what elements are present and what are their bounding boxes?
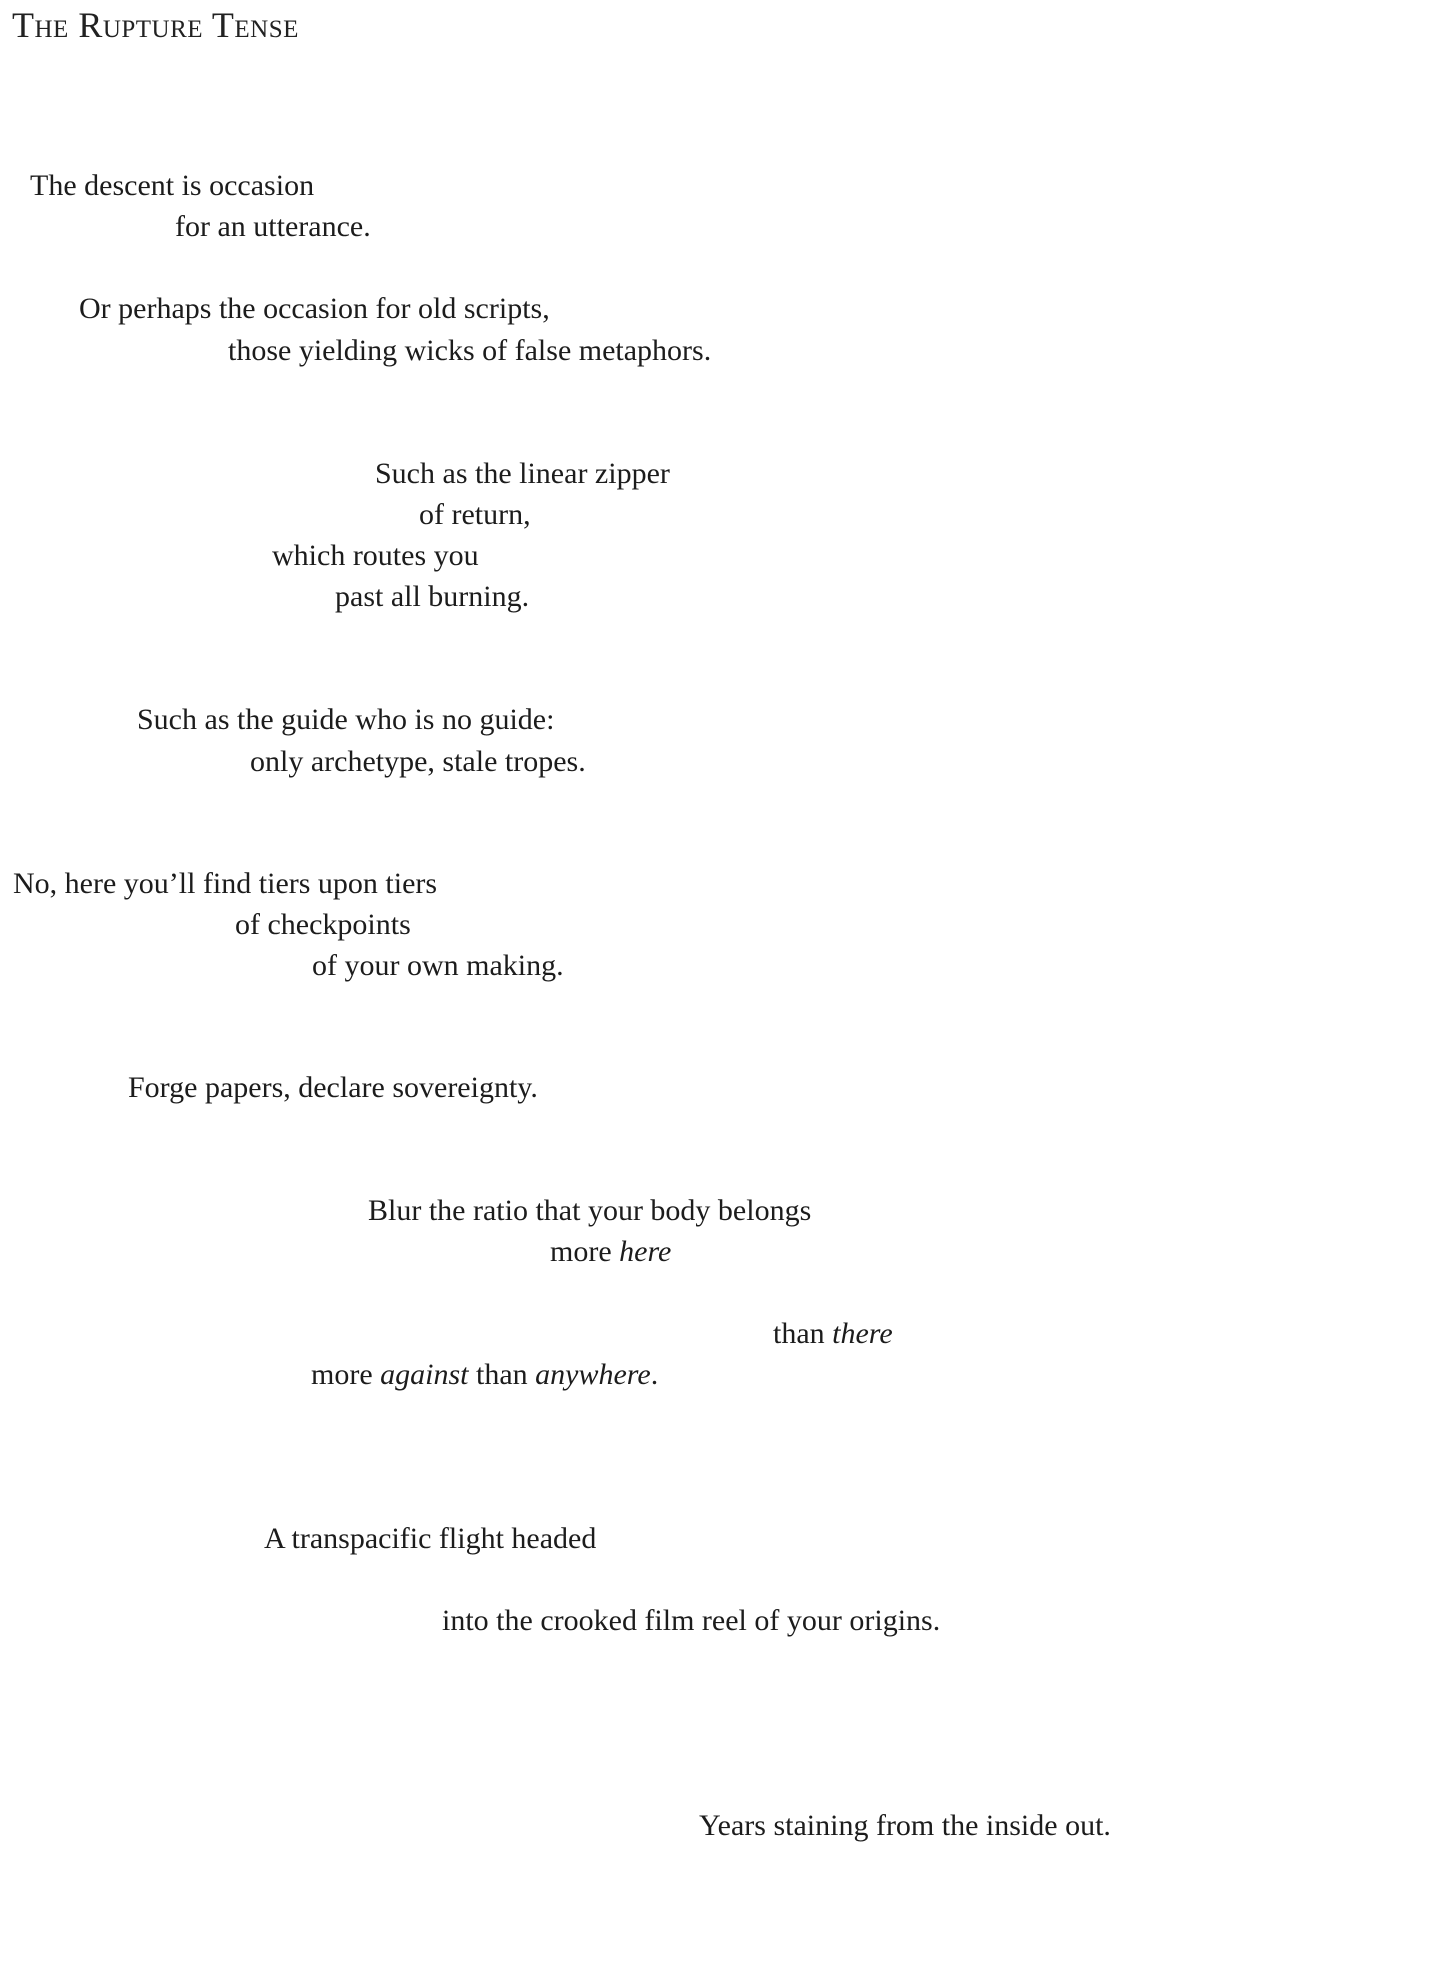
poem-title bbox=[12, 4, 299, 47]
poem-line-18-text-c: . bbox=[650, 1358, 659, 1391]
poem-line-16 bbox=[550, 1234, 671, 1270]
poem-line-18 bbox=[311, 1357, 658, 1393]
poem-line-6: of return, bbox=[419, 498, 531, 531]
poem-line-18-italic-b: anywhere bbox=[535, 1358, 651, 1391]
poem-line-14: Forge papers, declare sovereignty. bbox=[128, 1071, 538, 1104]
poem-line-11: No, here you’ll find tiers upon tiers bbox=[13, 867, 438, 900]
poem-line-19: A transpacific flight headed bbox=[264, 1522, 597, 1555]
poem-line-13: of your own making. bbox=[312, 949, 564, 982]
poem-line-16-italic: here bbox=[619, 1235, 672, 1268]
poem-line-18-text-b: than bbox=[468, 1358, 536, 1391]
poem-line-10: only archetype, stale tropes. bbox=[250, 745, 586, 778]
poem-line-9: Such as the guide who is no guide: bbox=[137, 703, 555, 736]
poem-line-17 bbox=[773, 1316, 893, 1352]
poem-line-4: those yielding wicks of false metaphors. bbox=[228, 334, 712, 367]
poem-line-16-text: more bbox=[550, 1235, 620, 1268]
poem-line-20: into the crooked film reel of your origins. bbox=[442, 1604, 941, 1637]
poem-line-8: past all burning. bbox=[335, 580, 530, 613]
poem-line-12: of checkpoints bbox=[235, 908, 411, 941]
poem-title-text: The Rupture Tense bbox=[12, 5, 299, 45]
poem-line-21: Years staining from the inside out. bbox=[699, 1809, 1111, 1842]
poem-line-18-text-a: more bbox=[311, 1358, 381, 1391]
poem-line-3: Or perhaps the occasion for old scripts, bbox=[79, 292, 550, 325]
poem-line-2: for an utterance. bbox=[175, 210, 371, 243]
poem-line-15: Blur the ratio that your body belongs bbox=[368, 1194, 812, 1227]
poem-line-7: which routes you bbox=[272, 539, 479, 572]
poem-line-5: Such as the linear zipper bbox=[375, 457, 670, 490]
poem-line-17-italic: there bbox=[832, 1317, 893, 1350]
poem-line-17-text: than bbox=[773, 1317, 833, 1350]
poem-line-1: The descent is occasion bbox=[30, 169, 315, 202]
poem-line-18-italic-a: against bbox=[380, 1358, 469, 1391]
